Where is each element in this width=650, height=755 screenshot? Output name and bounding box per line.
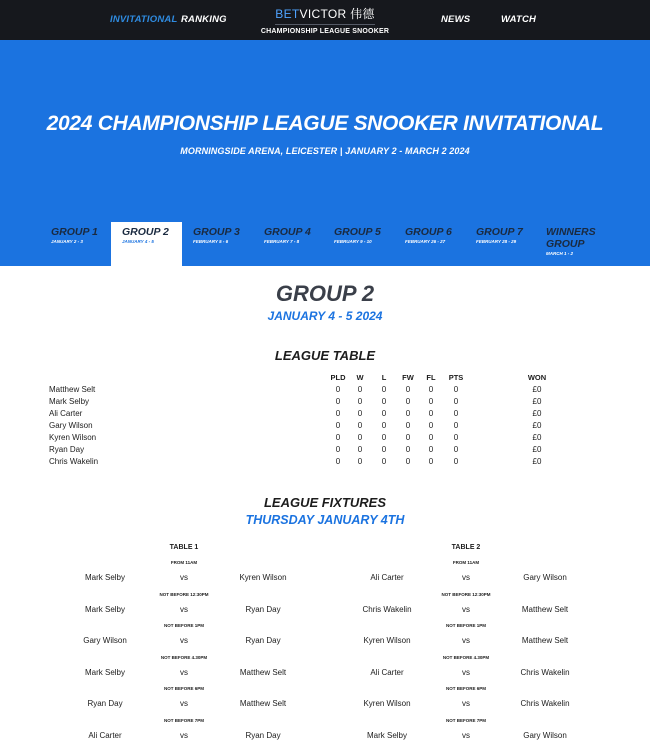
stat-l: 0 (381, 457, 387, 466)
tab-name: GROUP 5 (334, 226, 381, 238)
player-name: Mark Selby (49, 397, 90, 406)
group-title: GROUP 2 (275, 281, 375, 306)
fixture-vs: vs (180, 636, 188, 645)
table-row (0, 433, 650, 445)
fixture-vs: vs (462, 636, 470, 645)
fixture-player-1: Mark Selby (84, 573, 125, 582)
stat-fl: 0 (428, 409, 434, 418)
fixture-player-1: Mark Selby (84, 604, 125, 614)
stat-pld: 0 (335, 397, 341, 406)
tab-date: MARCH 1 - 2 (546, 251, 574, 256)
hero-title: 2024 CHAMPIONSHIP LEAGUE SNOOKER INVITATIONAL (46, 112, 604, 135)
stat-fl: 0 (428, 397, 434, 406)
nav-link-watch[interactable]: WATCH (501, 14, 537, 25)
tab-date: JANUARY 4 - 5 (122, 239, 154, 244)
stat-w: 0 (357, 433, 363, 442)
fixture-vs: vs (462, 730, 470, 740)
fixture-player-2: Kyren Wilson (239, 573, 287, 582)
tab-date: FEBRUARY 5 - 6 (193, 239, 229, 244)
stat-l: 0 (381, 445, 387, 454)
brand-subtitle: CHAMPIONSHIP LEAGUE SNOOKER (260, 28, 390, 35)
stat-w: 0 (357, 397, 363, 406)
fixture-player-2: Gary Wilson (523, 573, 567, 582)
fixture-time: NOT BEFORE 7PM (445, 717, 486, 723)
stat-pts: 0 (453, 457, 459, 466)
tab-date: FEBRUARY 9 - 10 (334, 239, 372, 244)
stat-pld: 0 (335, 433, 341, 442)
stat-pts: 0 (453, 385, 459, 394)
stat-w: 0 (357, 457, 363, 466)
stat-won: £0 (532, 433, 542, 442)
player-name: Matthew Selt (49, 385, 96, 394)
stat-fw: 0 (405, 421, 411, 430)
brand-divider (275, 24, 375, 25)
fixture-vs: vs (180, 667, 188, 677)
stat-w: 0 (357, 445, 363, 454)
player-name: Chris Wakelin (49, 457, 99, 466)
fixture-player-2: Matthew Selt (521, 636, 569, 645)
fixture-player-1: Mark Selby (366, 730, 407, 740)
tab-date: FEBRUARY 28 - 29 (476, 239, 517, 244)
fixture-vs: vs (180, 730, 188, 740)
stat-pld: 0 (335, 385, 341, 394)
nav-link-invitational[interactable]: INVITATIONAL (110, 14, 178, 25)
tab-group-1[interactable] (40, 222, 111, 266)
fixture-player-1: Mark Selby (84, 667, 125, 677)
stat-w: 0 (357, 421, 363, 430)
stat-pld: 0 (335, 421, 341, 430)
brand-bet: BET (275, 7, 300, 21)
table-row (0, 457, 650, 469)
fixture-time: NOT BEFORE 1PM (163, 623, 204, 628)
fixture-time: NOT BEFORE 12:30PM (159, 591, 209, 597)
fixture-time: NOT BEFORE 4.30PM (160, 654, 208, 660)
stat-fw: 0 (405, 385, 411, 394)
header-w: W (356, 373, 364, 382)
tab-group-5[interactable] (323, 222, 394, 266)
tab-group-7[interactable] (465, 222, 536, 266)
stat-won: £0 (532, 421, 542, 430)
stat-fl: 0 (428, 457, 434, 466)
fixture-vs: vs (180, 604, 188, 614)
fixture-time: NOT BEFORE 12:30PM (441, 591, 491, 597)
brand-logo[interactable] (255, 5, 395, 35)
stat-fl: 0 (428, 421, 434, 430)
stat-l: 0 (381, 433, 387, 442)
table-row (0, 409, 650, 421)
stat-w: 0 (357, 385, 363, 394)
player-name: Gary Wilson (49, 421, 93, 430)
fixture-player-2: Chris Wakelin (520, 699, 570, 708)
tab-group-6[interactable] (394, 222, 465, 266)
stat-pld: 0 (335, 409, 341, 418)
tab-name: GROUP 6 (405, 226, 452, 238)
nav-link-ranking[interactable]: RANKING (181, 14, 227, 25)
tab-winners-group[interactable] (535, 222, 615, 266)
tab-date: FEBRUARY 26 - 27 (405, 239, 446, 244)
stat-fw: 0 (405, 433, 411, 442)
stat-l: 0 (381, 397, 387, 406)
stat-pld: 0 (335, 445, 341, 454)
fixture-player-2: Matthew Selt (239, 667, 287, 677)
tab-name: GROUP 3 (193, 226, 240, 238)
fixture-player-2: Ryan Day (245, 604, 281, 614)
stat-won: £0 (532, 409, 542, 418)
tab-group-2[interactable] (111, 222, 182, 266)
top-nav (0, 0, 650, 40)
fixture-player-2: Chris Wakelin (520, 667, 570, 677)
stat-pts: 0 (453, 409, 459, 418)
stat-fl: 0 (428, 433, 434, 442)
fixture-player-1: Chris Wakelin (362, 604, 412, 614)
fixture-time: NOT BEFORE 4.30PM (442, 654, 490, 660)
brand-wordmark (255, 5, 395, 22)
stat-fl: 0 (428, 445, 434, 454)
fixture-table-title: TABLE 2 (451, 544, 481, 551)
stat-l: 0 (381, 409, 387, 418)
fixtures-title: LEAGUE FIXTURES (263, 495, 387, 510)
fixture-vs: vs (462, 667, 470, 677)
table-row (0, 397, 650, 409)
stat-fl: 0 (428, 385, 434, 394)
fixture-player-1: Ali Carter (370, 573, 404, 582)
tab-name: GROUP 2 (122, 226, 169, 238)
table-row (0, 385, 650, 397)
stat-pld: 0 (335, 457, 341, 466)
fixture-time: FROM 11AM (170, 560, 198, 565)
group-tabs (40, 222, 620, 266)
header-fw: FW (402, 373, 414, 382)
tab-name: WINNERS GROUP (546, 226, 596, 250)
hero-subtitle: MORNINGSIDE ARENA, LEICESTER | JANUARY 2 - MARCH 2 2024 (180, 146, 470, 156)
fixture-time: NOT BEFORE 6PM (445, 686, 486, 691)
fixture-player-1: Ryan Day (87, 699, 123, 708)
stat-l: 0 (381, 421, 387, 430)
fixture-player-2: Gary Wilson (523, 730, 567, 740)
tab-date: FEBRUARY 7 - 8 (264, 239, 300, 244)
stat-l: 0 (381, 385, 387, 394)
fixture-vs: vs (462, 699, 470, 708)
fixture-time: FROM 11AM (452, 560, 480, 565)
table-row (0, 421, 650, 433)
fixture-time: NOT BEFORE 6PM (163, 686, 204, 691)
stat-fw: 0 (405, 457, 411, 466)
stat-won: £0 (532, 385, 542, 394)
fixture-time: NOT BEFORE 7PM (163, 717, 204, 723)
fixture-vs: vs (462, 573, 470, 582)
table-row (0, 445, 650, 457)
fixtures-day: THURSDAY JANUARY 4TH (245, 513, 405, 527)
tab-name: GROUP 1 (51, 226, 98, 238)
fixture-player-2: Ryan Day (245, 636, 281, 645)
tab-group-3[interactable] (182, 222, 253, 266)
fixture-player-1: Ali Carter (370, 667, 404, 677)
stat-fw: 0 (405, 409, 411, 418)
header-pld: PLD (330, 373, 346, 382)
fixture-player-2: Ryan Day (245, 730, 281, 740)
fixture-vs: vs (180, 573, 188, 582)
stat-w: 0 (357, 409, 363, 418)
stat-won: £0 (532, 397, 542, 406)
fixture-vs: vs (180, 699, 188, 708)
stat-pts: 0 (453, 397, 459, 406)
player-name: Ali Carter (49, 409, 83, 418)
player-name: Kyren Wilson (49, 433, 97, 442)
header-fl: FL (426, 373, 436, 382)
tab-name: GROUP 7 (476, 226, 523, 238)
tab-name: GROUP 4 (264, 226, 311, 238)
stat-pts: 0 (453, 445, 459, 454)
league-table-title: LEAGUE TABLE (274, 348, 376, 363)
fixture-vs: vs (462, 604, 470, 614)
player-name: Ryan Day (49, 445, 85, 454)
fixture-time: NOT BEFORE 1PM (445, 623, 486, 628)
fixture-player-1: Gary Wilson (83, 636, 127, 645)
fixture-table-title: TABLE 1 (169, 544, 199, 551)
group-date: JANUARY 4 - 5 2024 (267, 309, 383, 323)
fixture-player-2: Matthew Selt (521, 604, 569, 614)
tab-date: JANUARY 2 - 3 (51, 239, 83, 244)
nav-link-news[interactable]: NEWS (441, 14, 471, 25)
stat-pts: 0 (453, 421, 459, 430)
fixture-player-1: Ali Carter (88, 730, 122, 740)
header-won: WON (527, 373, 547, 382)
tab-group-4[interactable] (253, 222, 324, 266)
stat-pts: 0 (453, 433, 459, 442)
stat-fw: 0 (405, 445, 411, 454)
header-pts: PTS (448, 373, 464, 382)
brand-victor: VICTOR 伟德 (299, 7, 375, 21)
fixture-player-1: Kyren Wilson (363, 636, 411, 645)
fixture-player-1: Kyren Wilson (363, 699, 411, 708)
stat-won: £0 (532, 445, 542, 454)
fixture-player-2: Matthew Selt (239, 699, 287, 708)
header-l: L (381, 373, 387, 382)
stat-won: £0 (532, 457, 542, 466)
stat-fw: 0 (405, 397, 411, 406)
